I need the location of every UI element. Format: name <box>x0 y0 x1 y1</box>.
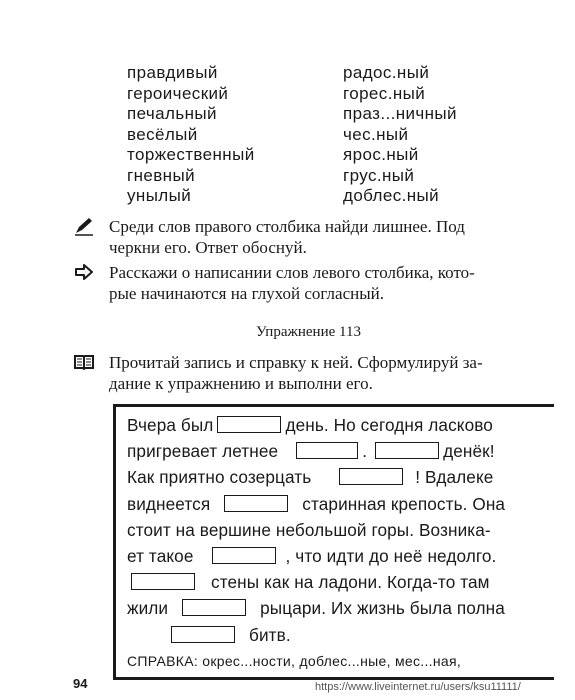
task-instruction-3: Прочитай запись и справку к ней. Сформулируй за- дание к упражнению и выполни его. <box>109 353 483 393</box>
word-left: торжественный <box>127 145 255 164</box>
word-left: унылый <box>127 186 192 205</box>
answer-blank[interactable] <box>296 442 358 459</box>
text-line: Как приятно созерцать ! Вдалеке <box>127 467 494 488</box>
reference-line <box>127 648 547 674</box>
text-line: ет такое , что идти до неё недолго. <box>127 545 497 566</box>
left-word-column <box>127 63 255 207</box>
text-line: виднеется старинная крепость. Она <box>127 493 506 514</box>
word-left: весёлый <box>127 124 198 144</box>
answer-blank[interactable] <box>212 547 276 564</box>
task-instruction-1: Среди слов правого столбика найди лишнее. Под черкни его. Ответ обоснуй. <box>109 217 465 257</box>
watermark-url: https://www.liveinternet.ru/users/ksu11111/ <box>315 681 521 693</box>
word-right: горес.ный <box>343 83 426 103</box>
page-number: 94 <box>73 676 88 691</box>
reference-label: СПРАВКА: <box>127 652 199 669</box>
task-instruction-2: Расскажи о написании слов левого столбика, кото- рые начинаются на глухой согласный. <box>109 263 475 303</box>
word-right: ярос.ный <box>343 145 419 164</box>
answer-blank[interactable] <box>224 495 288 512</box>
word-right: доблес.ный <box>343 186 440 205</box>
word-right: грус.ный <box>343 165 415 185</box>
pencil-icon <box>74 216 94 236</box>
word-right: радос.ный <box>343 63 430 82</box>
text-line: пригревает летнее . денёк! <box>127 441 495 462</box>
word-right: чес.ный <box>343 124 409 144</box>
answer-blank[interactable] <box>131 573 195 590</box>
word-left: правдивый <box>127 63 218 82</box>
exercise-title: Упражнение 113 <box>256 324 361 340</box>
answer-blank[interactable] <box>182 599 246 616</box>
answer-blank[interactable] <box>375 442 439 459</box>
word-right: праз...ничный <box>343 104 457 123</box>
word-left: печальный <box>127 104 217 123</box>
text-line: битв. <box>127 622 547 648</box>
exercise-text <box>127 412 547 674</box>
answer-blank[interactable] <box>339 468 403 485</box>
reference-words: окрес...ности, доблес...ные, мес...ная, <box>202 652 462 669</box>
text-line: Вчера был день. Но сегодня ласково <box>127 415 493 435</box>
text-line: жили рыцари. Их жизнь была полна <box>127 598 505 619</box>
right-word-column <box>343 63 457 207</box>
word-left: гневный <box>127 165 195 185</box>
answer-blank[interactable] <box>171 626 235 643</box>
word-left: героический <box>127 83 229 103</box>
text-line: стоит на вершине небольшой горы. Возника- <box>127 519 491 540</box>
text-line: стены как на ладони. Когда-то там <box>127 569 547 595</box>
arrow-right-icon <box>74 262 94 282</box>
answer-blank[interactable] <box>217 416 281 433</box>
open-book-icon <box>74 352 94 372</box>
